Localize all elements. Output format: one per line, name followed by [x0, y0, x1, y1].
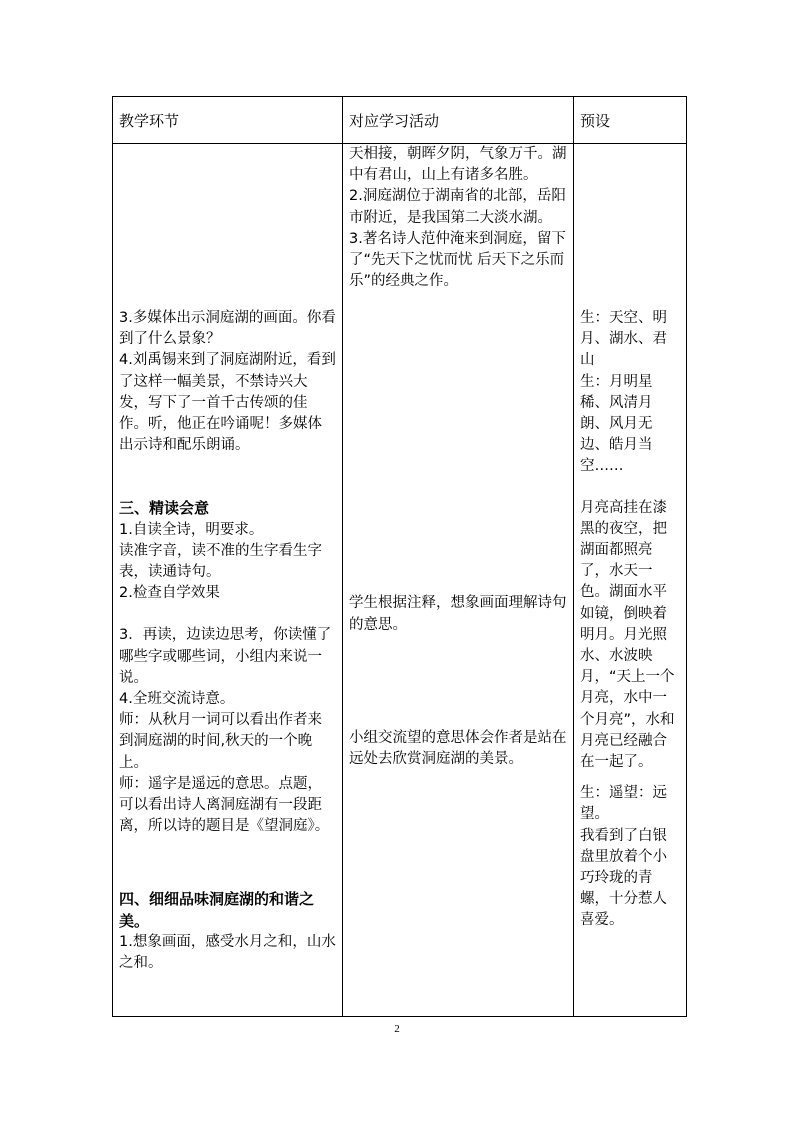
section-3-step-2: 2.检查自学效果	[119, 585, 220, 602]
header-learning-activity: 对应学习活动	[343, 97, 574, 144]
section-3-step-4: 4.全班交流诗意。	[119, 691, 235, 708]
answer-text-2: 生：月明星稀、风清月朗、风月无边、皓月当空……	[580, 373, 653, 475]
activity-text-3: 3.著名诗人范仲淹来到洞庭，留下了“先天下之忧而忧 后天下之乐而乐”的经典之作。	[349, 230, 566, 290]
intro-step-3: 3.多媒体出示洞庭湖的画面。你看到了什么景象？	[119, 310, 336, 348]
activity-text-4: 学生根据注释，想象画面理解诗句的意思。	[349, 595, 567, 633]
section-4-title: 四、细细品味洞庭湖的和谐之美。	[119, 890, 315, 930]
section-3-step-3: 3．再读，边读边思考，你读懂了哪些字或哪些词，小组内来说一说。	[119, 627, 332, 686]
answer-text-1: 生：天空、明月、湖水、君山	[580, 310, 667, 369]
section-3-title: 三、精读会意	[119, 499, 210, 518]
header-row	[113, 97, 687, 144]
section-3-step-1-detail: 读准字音，读不准的生字看生字表，读通诗句。	[119, 542, 322, 581]
answer-text-5: 我看到了白银盘里放着个小巧玲珑的青螺，十分惹人喜爱。	[580, 827, 667, 929]
teacher-note-1: 师：从秋月一词可以看出作者来到洞庭湖的时间,秋天的一个晚上。	[119, 712, 322, 771]
lesson-plan-table	[112, 96, 687, 1017]
teacher-note-2: 师：遥字是遥远的意思。点题，可以看出诗人离洞庭湖有一段距离，所以诗的题目是《望洞庭》。	[119, 775, 330, 835]
header-expected-answer: 预设	[574, 97, 687, 144]
teaching-stage-cell	[113, 144, 343, 1017]
intro-step-4: 4.刘禹锡来到了洞庭湖附近，看到了这样一幅美景，不禁诗兴大发，写下了一首千古传颂的佳作。听，他正在吟诵呢！多媒体出示诗和配乐朗诵。	[119, 352, 336, 454]
expected-answer-cell	[574, 144, 687, 1017]
section-4-step-1: 1.想象画面，感受水月之和，山水之和。	[119, 933, 336, 972]
activity-text-1: 天相接，朝晖夕阴，气象万千。湖中有君山，山上有诸多名胜。	[349, 146, 567, 184]
content-row	[113, 144, 687, 1017]
page-number: 2	[394, 1023, 400, 1035]
activity-text-5: 小组交流望的意思体会作者是站在远处去欣赏洞庭湖的美景。	[349, 729, 567, 768]
learning-activity-cell	[343, 144, 574, 1017]
activity-text-2: 2.洞庭湖位于湖南省的北部，岳阳市附近，是我国第二大淡水湖。	[349, 188, 566, 226]
header-teaching-stage: 教学环节	[113, 97, 343, 144]
section-3-step-1: 1.自读全诗，明要求。	[119, 521, 264, 538]
answer-text-4: 生：遥望：远望。	[580, 785, 667, 823]
answer-text-3: 月亮高挂在漆黑的夜空，把湖面都照亮了，水天一色。湖面水平如镜，倒映着明月。月光照水、水波映月，“天上一个月亮，水中一个月亮”，水和月亮已经融合在一起了。	[580, 499, 675, 771]
